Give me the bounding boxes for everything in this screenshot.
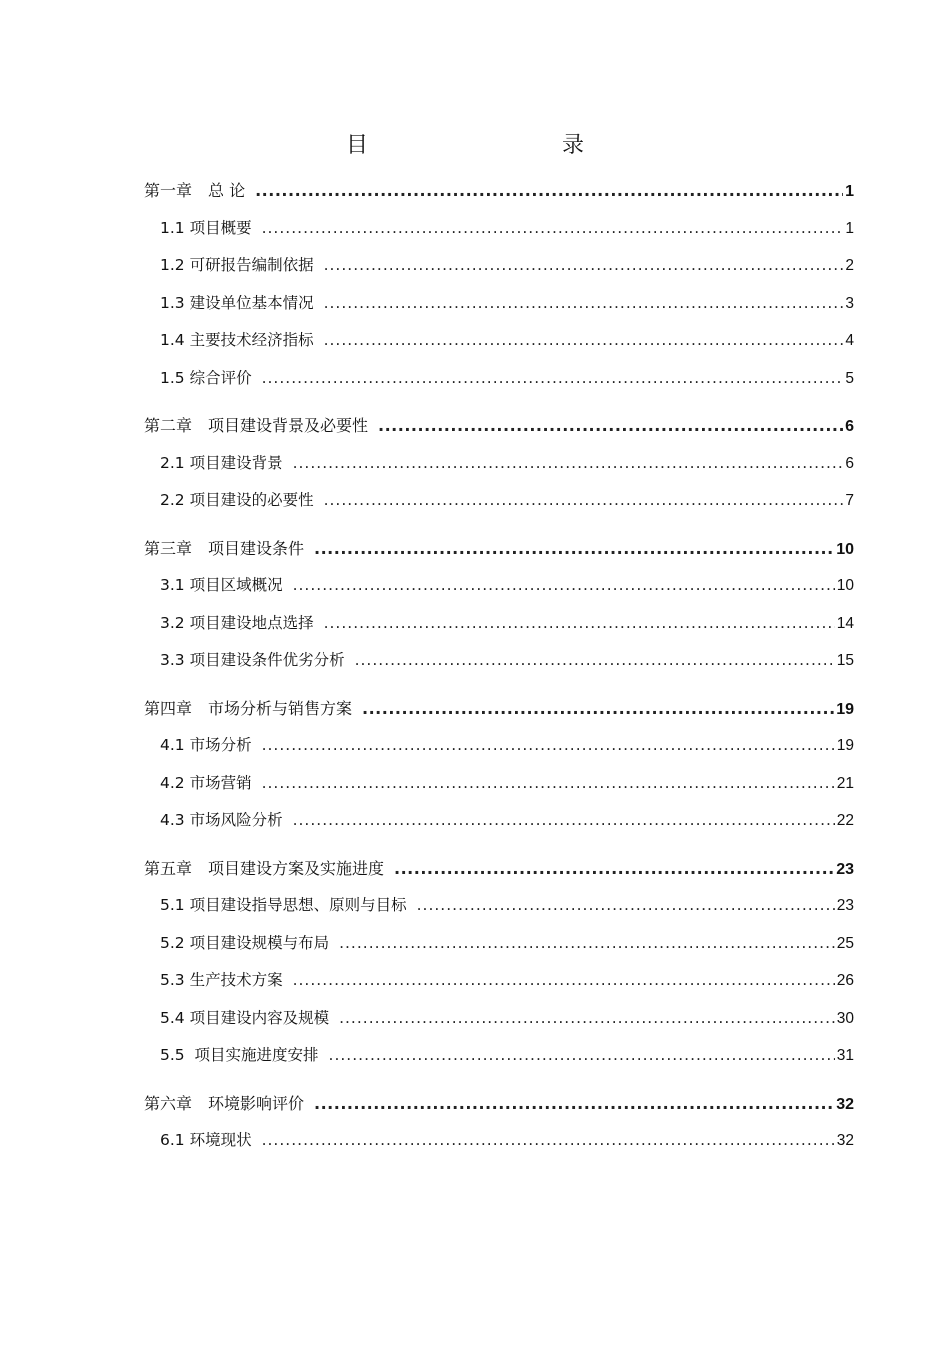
toc-dot-leader bbox=[324, 247, 844, 285]
toc-dot-leader bbox=[339, 1000, 835, 1038]
toc-section-entry[interactable] bbox=[0, 482, 950, 520]
toc-dot-leader bbox=[329, 1037, 835, 1075]
toc-dot-leader bbox=[262, 360, 844, 398]
toc-page-number: 32 bbox=[836, 1132, 854, 1149]
toc-dot-leader bbox=[324, 285, 844, 323]
toc-page-number: 25 bbox=[836, 934, 854, 952]
toc-entry-label: 第一章 总 论 bbox=[144, 181, 246, 200]
toc-entry-label: 第三章 项目建设条件 bbox=[144, 538, 305, 558]
toc-entry-label: 2.2 项目建设的必要性 bbox=[160, 491, 314, 509]
toc-entry-label: 2.1 项目建设背景 bbox=[160, 453, 283, 472]
toc-dot-leader bbox=[355, 642, 835, 680]
toc-dot-leader bbox=[293, 802, 835, 840]
toc-title: 目 录 bbox=[345, 133, 634, 158]
toc-entry-label: 5.4 项目建设内容及规模 bbox=[160, 1008, 330, 1027]
toc-entry-label: 4.3 市场风险分析 bbox=[160, 811, 283, 829]
toc-entry-label: 6.1 环境现状 bbox=[160, 1131, 252, 1149]
toc-section-entry[interactable] bbox=[0, 765, 950, 803]
toc-entry-label: 3.2 项目建设地点选择 bbox=[160, 613, 314, 632]
toc-page-number: 23 bbox=[836, 860, 854, 878]
toc-dot-leader bbox=[262, 727, 835, 765]
toc-dot-leader bbox=[262, 1122, 835, 1160]
toc-section-entry[interactable] bbox=[0, 802, 950, 840]
toc-page-number: 4 bbox=[845, 332, 854, 349]
toc-dot-leader bbox=[378, 407, 843, 445]
toc-section-entry[interactable] bbox=[0, 1037, 950, 1075]
toc-page-number: 2 bbox=[845, 257, 854, 274]
toc-section-entry[interactable] bbox=[0, 360, 950, 398]
toc-section-entry[interactable] bbox=[0, 642, 950, 680]
toc-dot-leader bbox=[324, 322, 844, 360]
toc-section-entry[interactable] bbox=[0, 887, 950, 925]
toc-dot-leader bbox=[293, 567, 835, 605]
toc-dot-leader bbox=[314, 1085, 834, 1123]
toc-page-number: 21 bbox=[836, 774, 854, 792]
toc-entry-label: 5.5 项目实施进度安排 bbox=[160, 1046, 319, 1064]
toc-section-entry[interactable] bbox=[0, 567, 950, 605]
toc-entry-label: 1.2 可研报告编制依据 bbox=[160, 256, 314, 274]
toc-dot-leader bbox=[293, 445, 844, 483]
toc-chapter-entry[interactable] bbox=[0, 850, 950, 888]
toc-entry-label: 1.3 建设单位基本情况 bbox=[160, 293, 314, 312]
toc-page-number: 19 bbox=[836, 700, 854, 718]
toc-entry-label: 5.3 生产技术方案 bbox=[160, 971, 283, 989]
toc-section-entry[interactable] bbox=[0, 925, 950, 963]
toc-entry-label: 4.1 市场分析 bbox=[160, 736, 252, 754]
toc-section-entry[interactable] bbox=[0, 210, 950, 248]
toc-page-number: 15 bbox=[836, 652, 854, 669]
toc-chapter-entry[interactable] bbox=[0, 530, 950, 568]
toc-section-entry[interactable] bbox=[0, 322, 950, 360]
toc-page-number: 6 bbox=[845, 418, 854, 435]
toc-page-number: 31 bbox=[836, 1047, 854, 1064]
toc-page-number: 26 bbox=[836, 972, 854, 989]
toc-chapter-entry[interactable] bbox=[0, 172, 950, 210]
toc-dot-leader bbox=[324, 605, 835, 643]
toc-entry-label: 1.1 项目概要 bbox=[160, 218, 252, 237]
toc-entry-label: 第四章 市场分析与销售方案 bbox=[144, 698, 353, 718]
toc-section-entry[interactable] bbox=[0, 1122, 950, 1160]
toc-page-number: 19 bbox=[836, 737, 854, 754]
toc-chapter-entry[interactable] bbox=[0, 1085, 950, 1123]
toc-page-number: 6 bbox=[845, 454, 854, 472]
toc-entry-label: 5.2 项目建设规模与布局 bbox=[160, 933, 330, 952]
toc-entry-label: 第五章 项目建设方案及实施进度 bbox=[144, 858, 385, 878]
toc-dot-leader bbox=[255, 172, 843, 210]
toc-page-number: 14 bbox=[836, 614, 854, 632]
toc-entry-label: 3.1 项目区域概况 bbox=[160, 576, 283, 594]
toc-section-entry[interactable] bbox=[0, 285, 950, 323]
toc-entry-label: 1.4 主要技术经济指标 bbox=[160, 331, 314, 349]
toc-entry-label: 第二章 项目建设背景及必要性 bbox=[144, 416, 369, 435]
toc-page-number: 30 bbox=[836, 1009, 854, 1027]
toc-dot-leader bbox=[362, 690, 834, 728]
toc-section-entry[interactable] bbox=[0, 605, 950, 643]
toc-page-number: 22 bbox=[836, 812, 854, 829]
toc-chapter-entry[interactable] bbox=[0, 690, 950, 728]
toc-page-number: 3 bbox=[845, 294, 854, 312]
toc-page-number: 32 bbox=[836, 1095, 854, 1113]
toc-dot-leader bbox=[262, 210, 844, 248]
toc-dot-leader bbox=[324, 482, 844, 520]
toc-page-number: 1 bbox=[845, 219, 854, 237]
table-of-contents bbox=[0, 172, 950, 1160]
toc-entry-label: 4.2 市场营销 bbox=[160, 773, 252, 792]
toc-dot-leader bbox=[339, 925, 835, 963]
toc-chapter-entry[interactable] bbox=[0, 407, 950, 445]
toc-dot-leader bbox=[293, 962, 835, 1000]
toc-dot-leader bbox=[417, 887, 835, 925]
toc-dot-leader bbox=[314, 530, 834, 568]
toc-dot-leader bbox=[394, 850, 834, 888]
toc-dot-leader bbox=[262, 765, 835, 803]
toc-entry-label: 3.3 项目建设条件优劣分析 bbox=[160, 651, 345, 669]
toc-section-entry[interactable] bbox=[0, 727, 950, 765]
toc-section-entry[interactable] bbox=[0, 247, 950, 285]
toc-page-number: 5 bbox=[845, 369, 854, 387]
toc-page-number: 10 bbox=[836, 577, 854, 594]
toc-page-number: 7 bbox=[845, 492, 854, 509]
toc-section-entry[interactable] bbox=[0, 445, 950, 483]
toc-page-number: 23 bbox=[836, 897, 854, 914]
toc-entry-label: 5.1 项目建设指导思想、原则与目标 bbox=[160, 896, 407, 914]
toc-page-number: 1 bbox=[845, 183, 854, 200]
toc-page-number: 10 bbox=[836, 540, 854, 558]
toc-entry-label: 第六章 环境影响评价 bbox=[144, 1093, 305, 1113]
toc-entry-label: 1.5 综合评价 bbox=[160, 368, 252, 387]
toc-section-entry[interactable] bbox=[0, 1000, 950, 1038]
toc-section-entry[interactable] bbox=[0, 962, 950, 1000]
